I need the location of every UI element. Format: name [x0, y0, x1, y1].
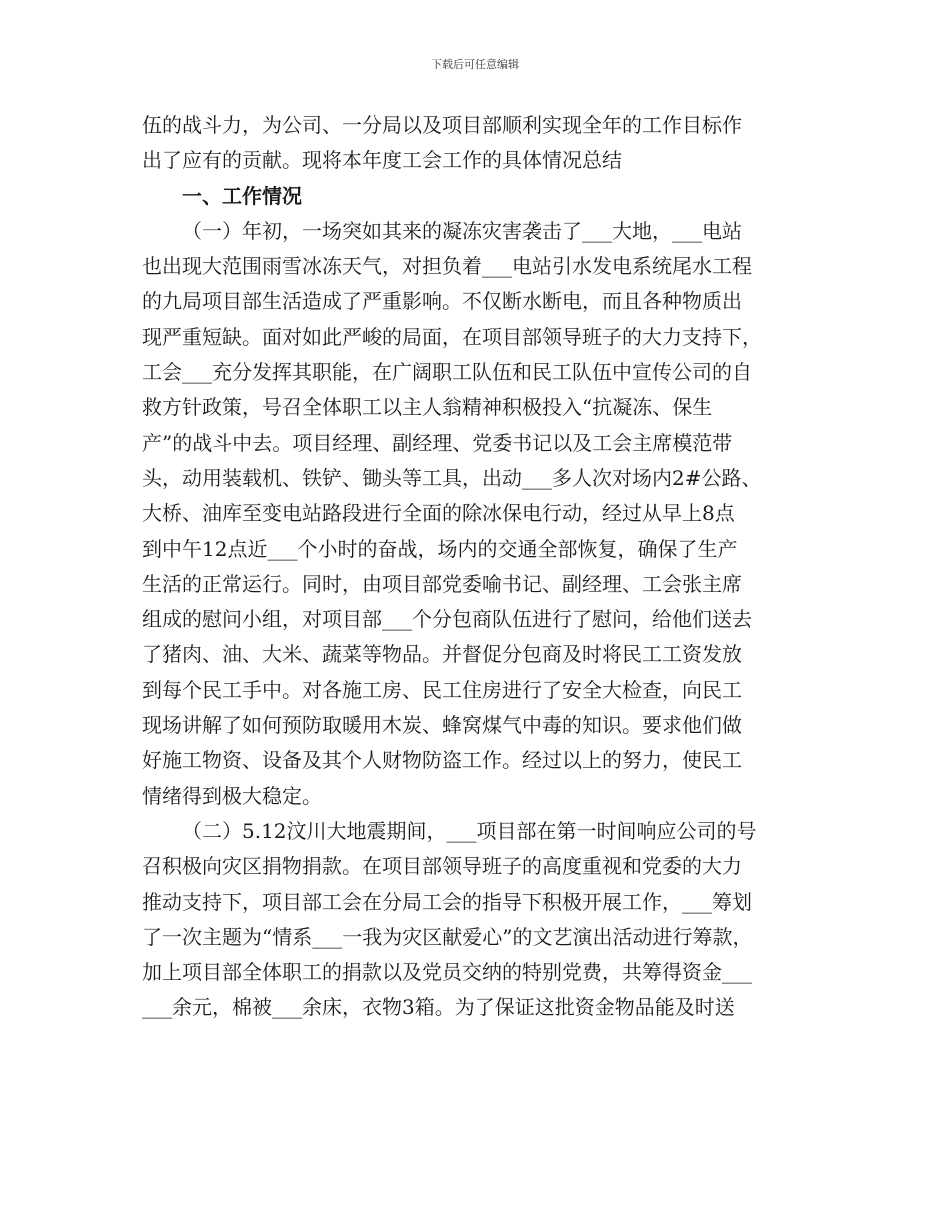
text-line: （一）年初，一场突如其来的凝冻灾害袭击了___大地，___电站: [182, 218, 742, 243]
text-line: 工会___充分发挥其职能，在广阔职工队伍和民工队伍中宣传公司的自: [142, 360, 752, 385]
text-line: 加上项目部全体职工的捐款以及党员交纳的特别党费，共筹得资金___: [142, 960, 752, 985]
text-line: 到中午12点近___个小时的奋战，场内的交通全部恢复，确保了生产: [142, 536, 738, 561]
text-line: 现严重短缺。面对如此严峻的局面，在项目部领导班子的大力支持下，: [142, 324, 762, 349]
text-line: 了猪肉、油、大米、蔬菜等物品。并督促分包商及时将民工工资发放: [142, 642, 742, 667]
text-line: 组成的慰问小组，对项目部___个分包商队伍进行了慰问，给他们送去: [142, 607, 752, 632]
text-line: 召积极向灾区捐物捐款。在项目部领导班子的高度重视和党委的大力: [142, 854, 742, 879]
text-line: 到每个民工手中。对各施工房、民工住房进行了安全大检查，向民工: [142, 677, 742, 702]
text-line: 生活的正常运行。同时，由项目部党委喻书记、副经理、工会张主席: [142, 571, 742, 596]
text-line: ___余元，棉被___余床，衣物3箱。为了保证这批资金物品能及时送: [142, 995, 735, 1020]
document-body: [142, 108, 814, 1026]
text-line: 了一次主题为“情系___一我为灾区献爱心”的文艺演出活动进行筹款，: [142, 924, 753, 949]
text-line: 推动支持下，项目部工会在分局工会的指导下积极开展工作，___筹划: [142, 889, 752, 914]
text-line: 的九局项目部生活造成了严重影响。不仅断水断电，而且各种物质出: [142, 289, 742, 314]
text-line: 大桥、油库至变电站路段进行全面的除冰保电行动，经过从早上8点: [142, 501, 735, 526]
text-line: 现场讲解了如何预防取暖用木炭、蜂窝煤气中毒的知识。要求他们做: [142, 713, 742, 738]
text-line: （二）5.12汶川大地震期间，___项目部在第一时间响应公司的号: [182, 818, 757, 843]
section-heading: 一、工作情况: [182, 183, 302, 208]
text-line: 情绪得到极大稳定。: [142, 783, 322, 808]
text-line: 好施工物资、设备及其个人财物防盗工作。经过以上的努力，使民工: [142, 748, 742, 773]
text-line: 也出现大范围雨雪冰冻天气，对担负着___电站引水发电系统尾水工程: [142, 254, 752, 279]
text-line: 伍的战斗力，为公司、一分局以及项目部顺利实现全年的工作目标作: [142, 113, 742, 137]
text-line: 头，动用装载机、铁铲、锄头等工具，出动___多人次对场内2#公路、: [142, 465, 762, 490]
text-line: 产”的战斗中去。项目经理、副经理、党委书记以及工会主席模范带: [142, 430, 733, 455]
page-header: 下载后可任意编辑: [431, 58, 519, 71]
text-line: 救方针政策，号召全体职工以主人翁精神积极投入“抗凝冻、保生: [142, 395, 713, 420]
text-line: 出了应有的贡献。现将本年度工会工作的具体情况总结: [142, 148, 622, 173]
